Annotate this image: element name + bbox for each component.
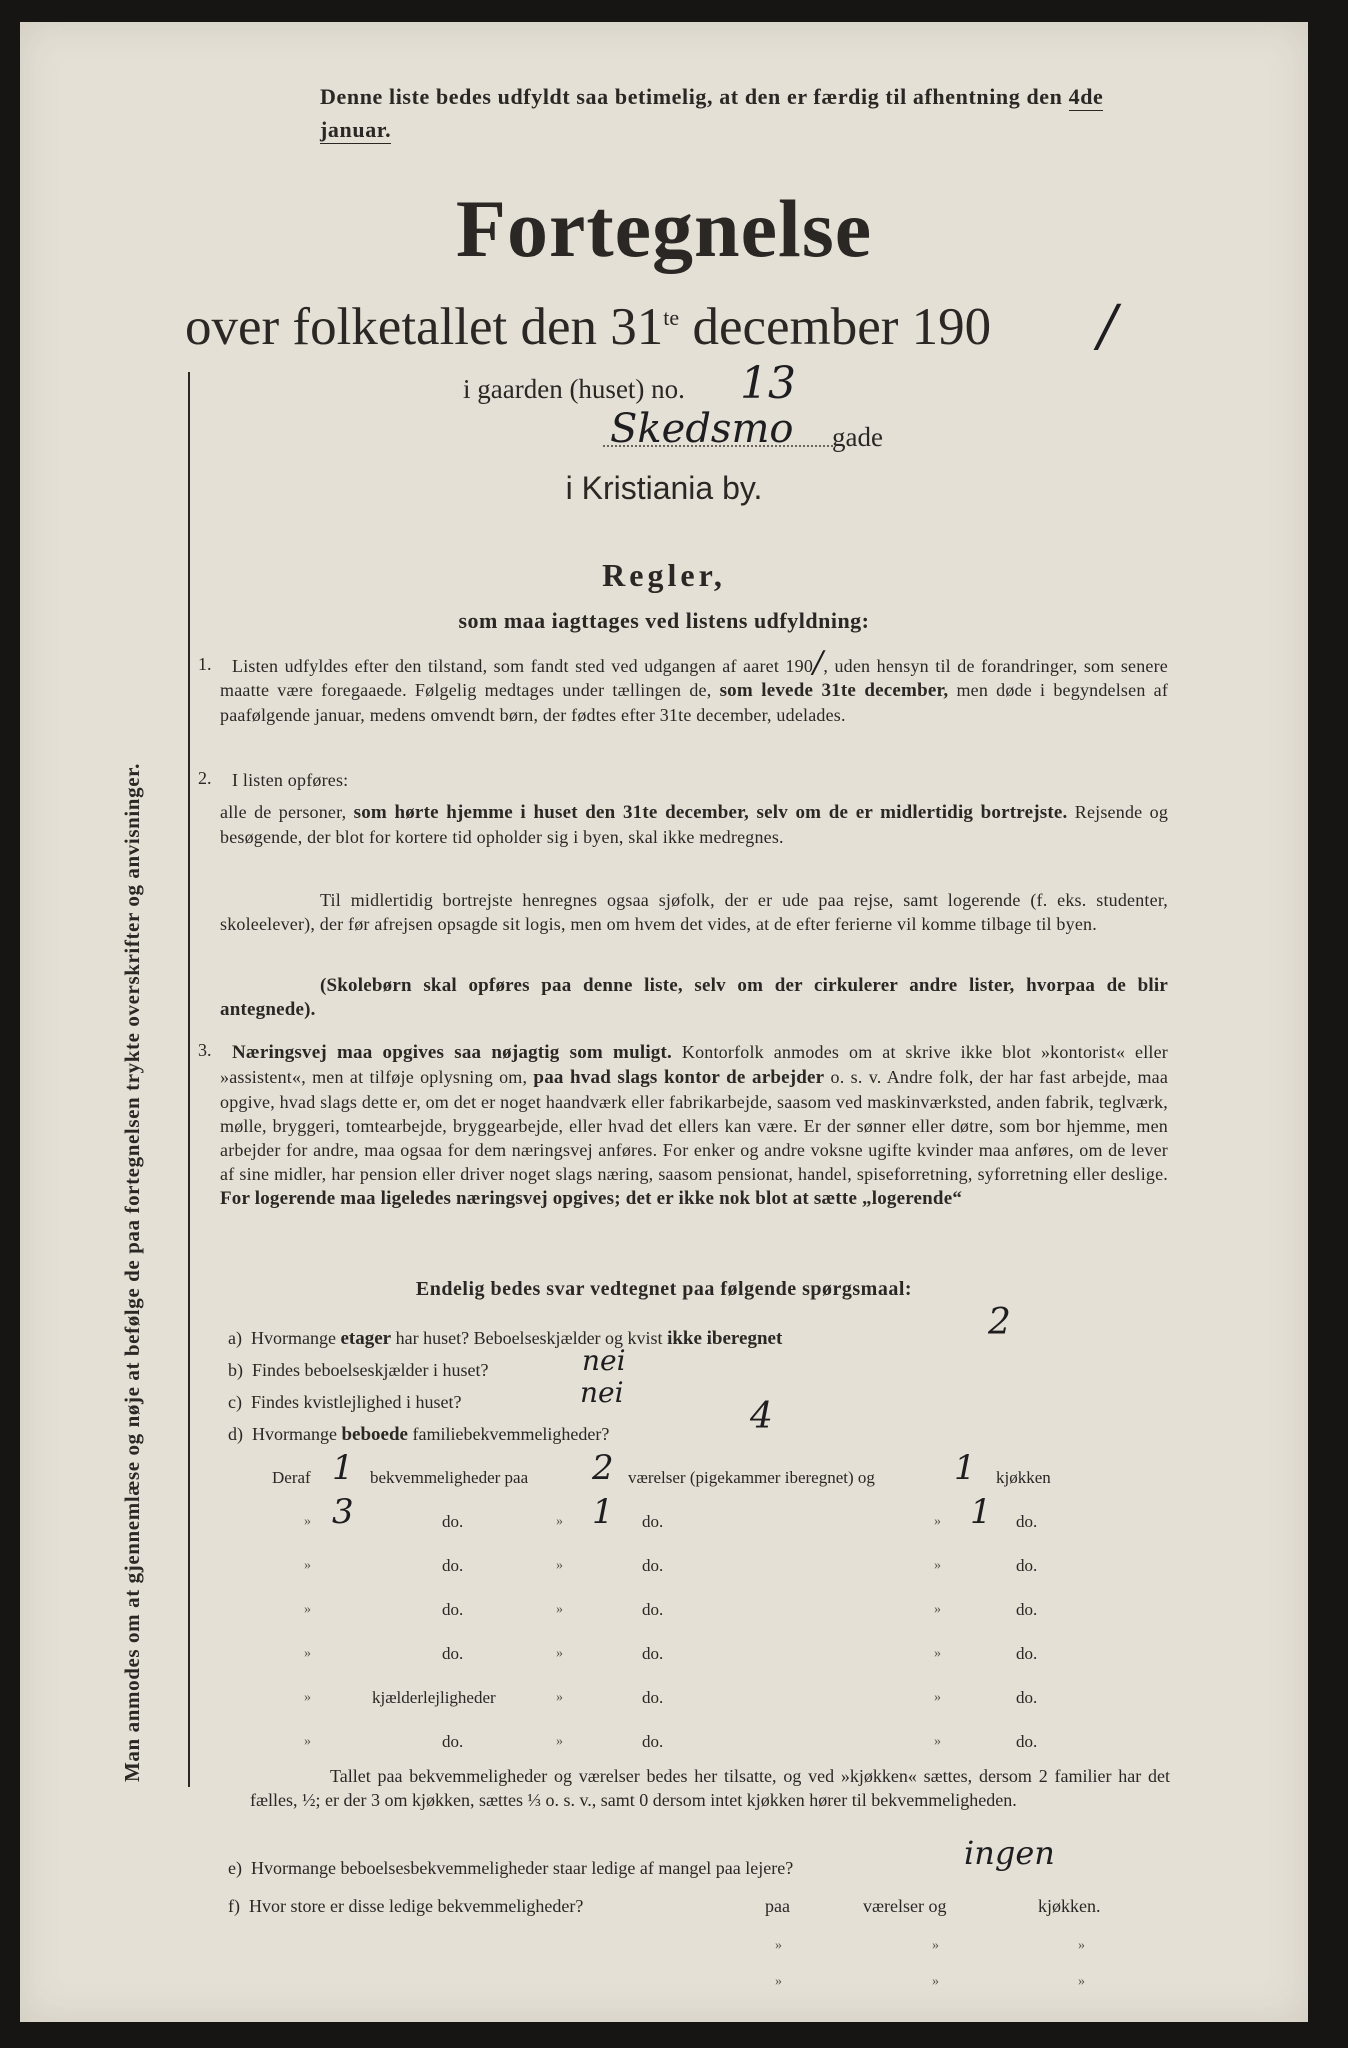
street-name-handwritten: Skedsmo [610, 406, 794, 452]
address-label: i gaarden (huset) no. [463, 374, 685, 404]
street-dotted-line [603, 445, 833, 447]
ditto-mark: » [934, 1602, 941, 1617]
form-title: Fortegnelse [455, 183, 873, 274]
ditto-mark: » [304, 1514, 311, 1529]
row1-count-handwritten: 1 [332, 1448, 354, 1488]
row7-do-kitchen: do. [1016, 1732, 1038, 1751]
sidebar-rule [188, 372, 190, 1787]
ditto-mark: » [556, 1690, 563, 1705]
row2-do-kitchen: do. [1016, 1512, 1038, 1531]
row5-do-rooms: do. [642, 1644, 664, 1663]
row4-do-rooms: do. [642, 1600, 664, 1619]
answer-e-handwritten: ingen [964, 1834, 1055, 1872]
sidebar-instruction: Man anmodes om at gjennemlæse og nøje at befølge de paa fortegnelsen trykte overskrifter og anvisninger. [120, 763, 144, 1782]
row1-kitchen-handwritten: 1 [954, 1448, 976, 1488]
census-form-page [20, 22, 1308, 2022]
cellar-do-rooms: do. [642, 1688, 664, 1707]
rule-1-text: Listen udfyldes efter den tilstand, som fandt sted ved udgangen af aaret 190/, uden hensyn til de forandringer, som senere maatte være foregaaede. Følgelig medtages under tællingen de, som levede 31te december, men døde i begyndelsen af paafølgende januar, medens omvendt børn, der fødtes efter 31te december, udelades. [220, 645, 1169, 725]
ditto-mark: » [556, 1558, 563, 1573]
ditto-mark: » [304, 1602, 311, 1617]
ditto-mark: » [934, 1734, 941, 1749]
col-kjok-label: kjøkken [996, 1468, 1051, 1487]
ditto-mark: » [556, 1734, 563, 1749]
housing-note: Tallet paa bekvemmeligheder og værelser bedes her tilsatte, og ved »kjøkken« sættes, dersom 2 familier har det fælles, ½; er der 3 om kjøkken, sættes ⅓ o. s. v., samt 0 dersom intet kjøkken hører til bekvemmeligheden. [250, 1766, 1170, 1810]
ditto-mark: » [775, 1938, 782, 1953]
answer-c-handwritten: nei [580, 1376, 624, 1409]
deraf-label: Deraf [272, 1468, 311, 1487]
rules-subheading: som maa iagttages ved listens udfyldning: [458, 608, 870, 633]
row5-do: do. [442, 1644, 464, 1663]
ditto-mark: » [932, 1974, 939, 1989]
questions-heading: Endelig bedes svar vedtegnet paa følgende spørgsmaal: [415, 1278, 913, 1300]
row3-do-rooms: do. [642, 1556, 664, 1575]
rule-2-text-b: Til midlertidig bortrejste henregnes ogsaa sjøfolk, der er ude paa rejse, samt logerende (f. eks. studenter, skoleelever), der før afrejsen opsagde sit logis, men om hvem det vides, at de efter ferierne vil komme tilbage til byen. [220, 890, 1168, 934]
rule-2-text-a: alle de personer, som hørte hjemme i huset den 31te december, selv om de er midlertidig bortrejste. Rejsende og besøgende, der blot for kortere tid opholder sig i byen, skal ikke medregnes. [220, 802, 1169, 847]
city-line: i Kristiania by. [565, 470, 763, 506]
row3-do: do. [442, 1556, 464, 1575]
row2-rooms-handwritten: 1 [592, 1492, 614, 1532]
ditto-mark: » [304, 1646, 311, 1661]
row4-do-kitchen: do. [1016, 1600, 1038, 1619]
rule-2-text-c: (Skolebørn skal opføres paa denne liste, selv om der cirkulerer andre lister, hvorpaa de blir antegnede). [220, 975, 1168, 1020]
question-d: d) Hvormange beboede familiebekvemmeligheder? [228, 1424, 610, 1445]
ditto-mark: » [304, 1690, 311, 1705]
cellar-do-kitchen: do. [1016, 1688, 1038, 1707]
row7-do: do. [442, 1732, 464, 1751]
ditto-mark: » [775, 1974, 782, 1989]
ditto-mark: » [934, 1690, 941, 1705]
ditto-mark: » [304, 1558, 311, 1573]
ditto-mark: » [1078, 1974, 1085, 1989]
delivery-notice: Denne liste bedes udfyldt saa betimelig, at den er færdig til afhentning den 4de januar. [320, 84, 1104, 142]
row7-do-rooms: do. [642, 1732, 664, 1751]
row3-do-kitchen: do. [1016, 1556, 1038, 1575]
ditto-mark: » [932, 1938, 939, 1953]
answer-d-handwritten: 4 [750, 1396, 773, 1437]
col-vaer-label: værelser (pigekammer iberegnet) og [628, 1468, 875, 1487]
question-a: a) Hvormange etager har huset? Beboelseskjælder og kvist ikke iberegnet [228, 1328, 783, 1349]
ditto-mark: » [556, 1602, 563, 1617]
rules-heading: Regler, [602, 557, 726, 593]
question-f-vaerelser: værelser og [863, 1896, 947, 1916]
row4-do: do. [442, 1600, 464, 1619]
question-c: c) Findes kvistlejlighed i huset? [228, 1392, 462, 1412]
deadline-date: 4de januar. [320, 84, 1104, 142]
rule-3-number: 3. [198, 1040, 212, 1060]
ditto-mark: » [934, 1514, 941, 1529]
house-number-handwritten: 13 [740, 358, 796, 409]
question-e: e) Hvormange beboelsesbekvemmeligheder staar ledige af mangel paa lejere? [228, 1858, 794, 1878]
street-suffix: gade [832, 422, 883, 452]
rule-3-text: Næringsvej maa opgives saa nøjagtig som muligt. Kontorfolk anmodes om at skrive ikke blot »kontorist« eller »assistent«, men at tilføje oplysning om, paa hvad slags kontor de arbejder o. s. v. Andre folk, der har fast arbejde, maa opgive, hvad slags dette er, om det er noget haandværk eller fabrikarbejde, saasom ved maskinværksted, anden fabrik, teglværk, mølle, bryggeri, tomtearbejde, bryggearbejde, eller hvad det ellers kan være. Er der sønner eller døtre, som bor hjemme, men arbejder for andre, maa ogsaa for dem næringsvej anføres. For enker og andre voksne ugifte kvinder maa anføres, om de lever af sine midler, har pension eller driver noget slags næring, saasom pensionat, handel, spiseforretning, syforretning eller deslige. For logerende maa ligeledes næringsvej opgives; det er ikke nok blot at sætte „logerende“ [220, 1042, 1169, 1209]
ditto-mark: » [556, 1646, 563, 1661]
ditto-mark: » [556, 1514, 563, 1529]
row1-rooms-handwritten: 2 [592, 1448, 614, 1488]
ditto-mark: » [1078, 1938, 1085, 1953]
cellar-flats-label: kjælderlejligheder [372, 1688, 496, 1707]
rule-1-year-handwritten: / [813, 645, 824, 680]
question-b: b) Findes beboelseskjælder i huset? [228, 1360, 489, 1380]
answer-a-handwritten: 2 [988, 1302, 1011, 1343]
question-f-paa: paa [765, 1896, 790, 1916]
rule-2-heading: I listen opføres: [232, 770, 349, 790]
ditto-mark: » [934, 1558, 941, 1573]
year-handwritten: / [1098, 294, 1117, 359]
row2-do-rooms: do. [642, 1512, 664, 1531]
row5-do-kitchen: do. [1016, 1644, 1038, 1663]
question-f-kjokken: kjøkken. [1038, 1896, 1101, 1916]
question-f: f) Hvor store er disse ledige bekvemmeligheder? [228, 1896, 584, 1916]
row2-count-handwritten: 3 [332, 1492, 354, 1532]
row2-do: do. [442, 1512, 464, 1531]
ditto-mark: » [304, 1734, 311, 1749]
rule-2-number: 2. [198, 768, 212, 788]
form-subtitle: over folketallet den $31^{te}$ december 190 [185, 298, 992, 356]
col-bekv-label: bekvemmeligheder paa [370, 1468, 529, 1487]
answer-b-handwritten: nei [582, 1344, 626, 1377]
row2-kitchen-handwritten: 1 [970, 1492, 992, 1532]
rule-1-number: 1. [198, 654, 212, 674]
ditto-mark: » [934, 1646, 941, 1661]
